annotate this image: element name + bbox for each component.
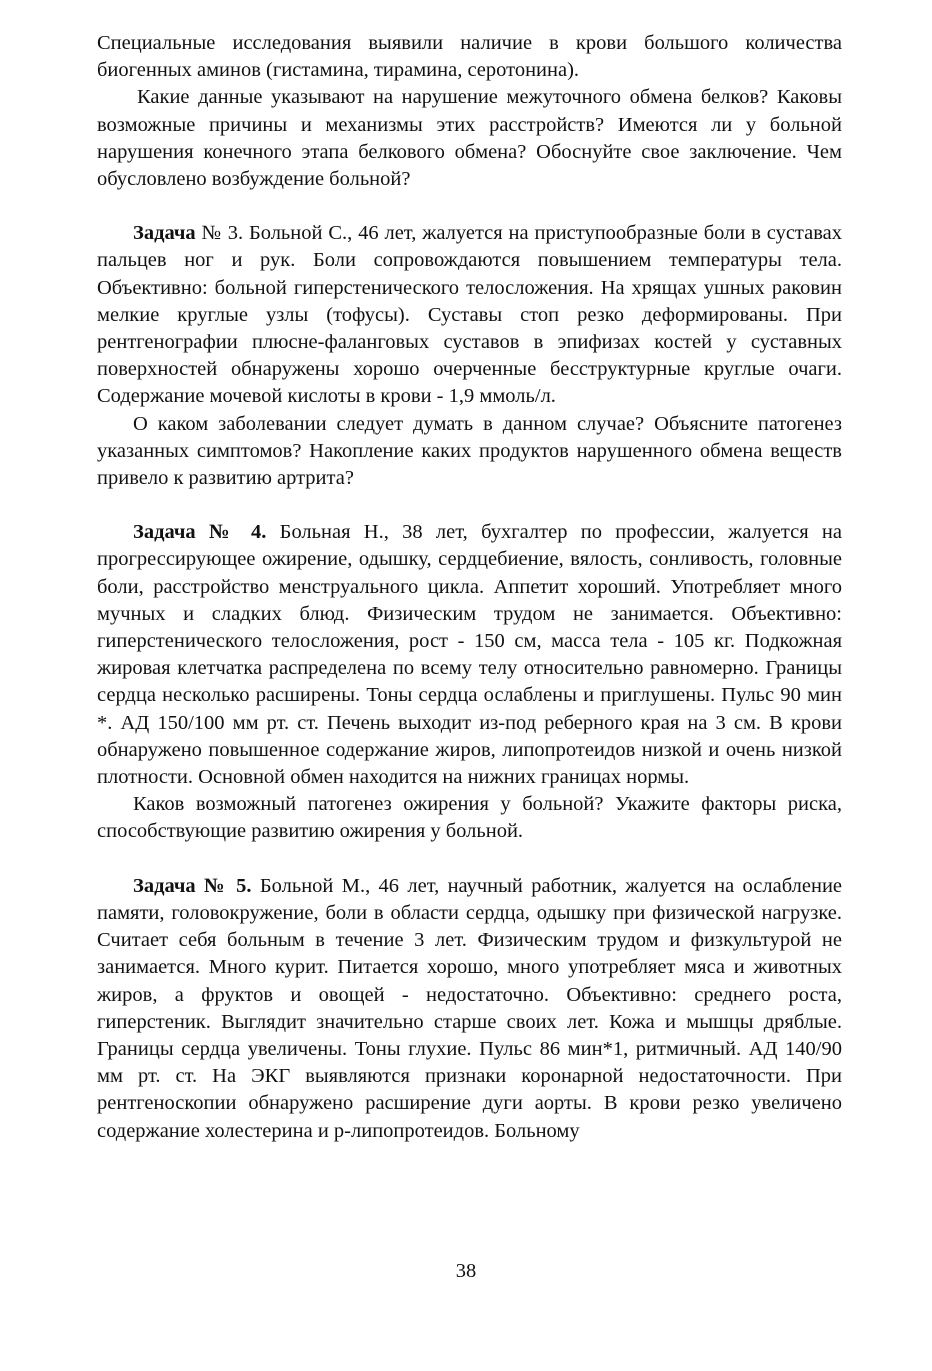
task-5 [97,873,842,1145]
task-4 [97,519,842,845]
page-content [97,30,842,1145]
task-4-body: Больная Н., 38 лет, бухгалтер по профессии, жалуется на прогрессирующее ожирение, одышку, сердцебиение, вялость, сонливость, головные боли, расстройство менструального цикла. Аппетит хороший. Употребляет много мучных и сладких блюд. Физическим трудом не занимается. Объективно: гиперстенического телосложения, рост - 150 см, масса тела - 105 кг. Подкожная жировая клетчатка распределена по всему телу относительно равномерно. Границы сердца несколько расширены. Тоны сердца ослаблены и приглушены. Пульс 90 мин *. АД 150/100 мм рт. ст. Печень выходит из-под реберного края на 3 см. В крови обнаружено повышенное содержание жиров, липопротеидов низкой и очень низкой плотности. Основной обмен находится на нижних границах нормы. [97,521,842,789]
task-3-body: Больной С., 46 лет, жалуется на приступообразные боли в суставах пальцев ног и рук. Боли сопровождаются повышением температуры тела. Объективно: больной гиперстенического телосложения. На хрящах ушных раковин мелкие круглые узлы (тофусы). Суставы стоп резко деформированы. При рентгенографии плюсне-фаланговых суставов в эпифизах костей у суставных поверхностей обнаружены хорошо очерченные бесструктурные круглые очаги. Содержание мочевой кислоты в крови - 1,9 ммоль/л. [97,222,842,408]
task-3 [97,220,842,492]
task-3-number: № 3. [195,222,244,245]
task-3-question: О каком заболевании следует думать в данном случае? Объясните патогенез указанных симптомов? Накопление каких продуктов нарушенного обмена веществ привело к развитию артрита? [97,412,842,490]
spacer [97,193,842,220]
task-5-statement [97,873,842,1145]
task-4-label: Задача № 4. [133,521,267,544]
intro-paragraph: Специальные исследования выявили наличие в крови большого количества биогенных аминов (гистамина, тирамина, серотонина). [97,32,842,82]
intro-question: Какие данные указывают на нарушение межуточного обмена белков? Каковы возможные причины и механизмы этих расстройств? Имеются ли у больной нарушения конечного этапа белкового обмена? Обоснуйте свое заключение. Чем обусловлено возбуждение больной? [97,86,842,191]
spacer [97,846,842,873]
task-3-label: Задача [133,222,196,245]
task-5-label: Задача № 5. [133,874,252,897]
task-4-question: Каков возможный патогенез ожирения у больной? Укажите факторы риска, способствующие развитию ожирения у больной. [97,793,842,843]
task-4-statement [97,519,842,791]
task-5-body: Больной М., 46 лет, научный работник, жалуется на ослабление памяти, головокружение, боли в области сердца, одышку при физической нагрузке. Считает себя больным в течение 3 лет. Физическим трудом и физкультурой не занимается. Много курит. Питается хорошо, много употребляет мяса и животных жиров, а фруктов и овощей - недостаточно. Объективно: среднего роста, гиперстеник. Выглядит значительно старше своих лет. Кожа и мышцы дряблые. Границы сердца увеличены. Тоны глухие. Пульс 86 мин*1, ритмичный. АД 140/90 мм рт. ст. На ЭКГ выявляются признаки коронарной недостаточности. При рентгеноскопии обнаружено расширение дуги аорты. В крови резко увеличено содержание холестерина и р-липопротеидов. Больному [97,874,843,1142]
spacer [97,492,842,519]
page-number: 38 [455,1260,477,1282]
task-3-statement [97,220,842,410]
